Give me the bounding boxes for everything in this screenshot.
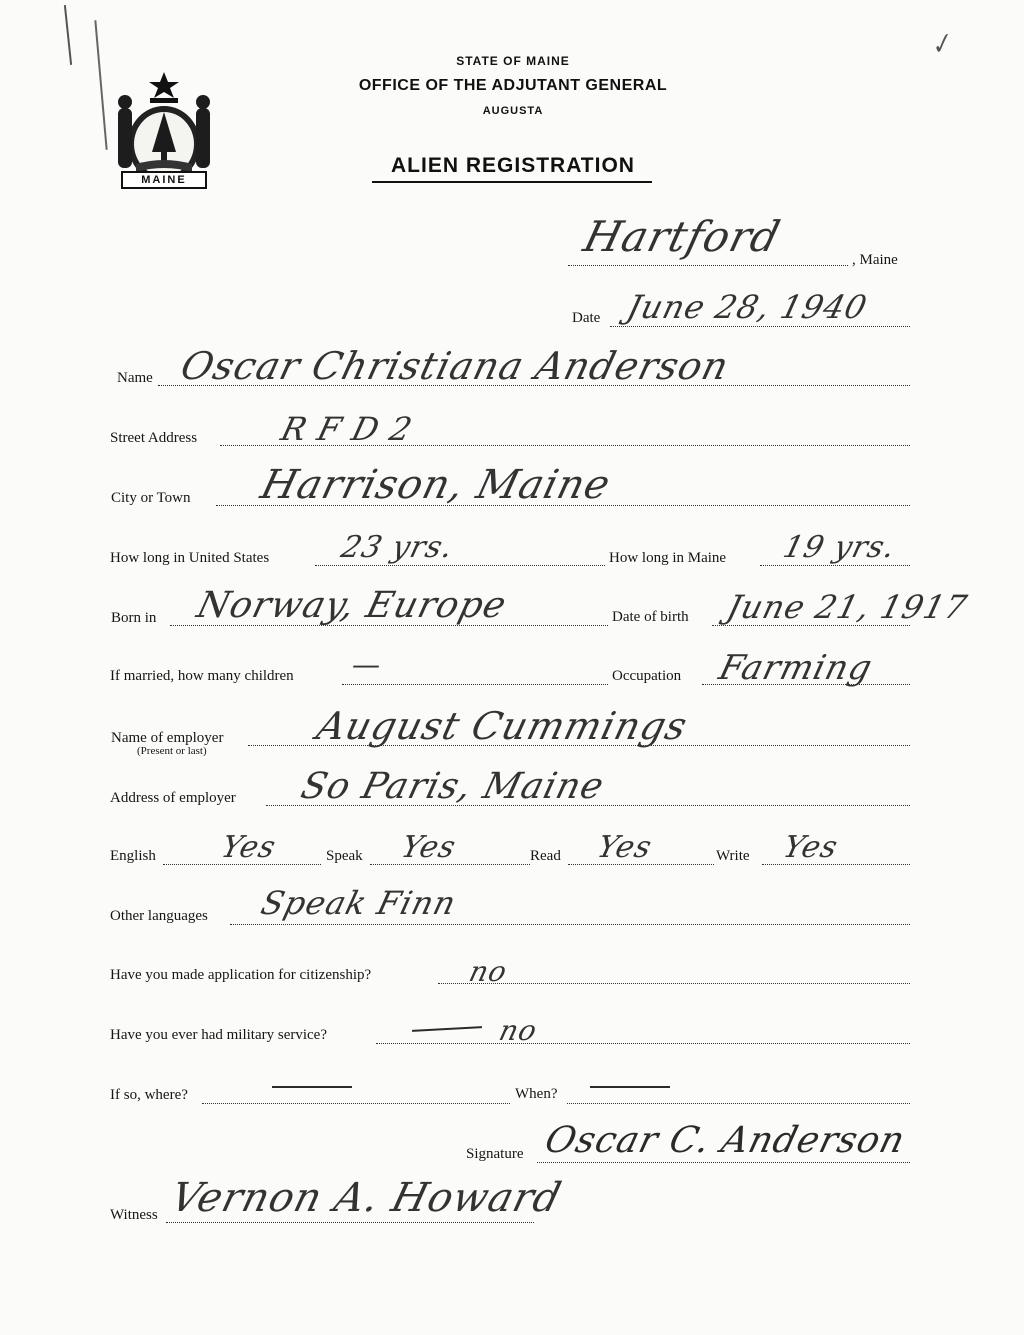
- signature-line: [537, 1162, 910, 1163]
- military-label: Have you ever had military service?: [110, 1027, 327, 1043]
- employer-sublabel: (Present or last): [137, 745, 207, 757]
- other-languages-line: [230, 924, 910, 925]
- citizenship-line: [438, 983, 910, 984]
- employer-value: August Cummings: [312, 704, 693, 748]
- name-label: Name: [117, 370, 153, 386]
- write-value: Yes: [779, 830, 842, 865]
- born-in-value: Norway, Europe: [192, 585, 511, 626]
- military-dash: [412, 1026, 482, 1032]
- how-long-us-line: [315, 565, 605, 566]
- header-state: STATE OF MAINE: [456, 54, 570, 68]
- town-value: Hartford: [578, 212, 786, 261]
- when-label: When?: [515, 1086, 558, 1102]
- how-long-us-label: How long in United States: [110, 550, 270, 566]
- state-seal-icon: [112, 68, 216, 192]
- where-line: [202, 1103, 510, 1104]
- english-value: Yes: [217, 830, 280, 865]
- witness-line: [166, 1222, 534, 1223]
- read-label: Read: [530, 848, 561, 864]
- town-line: [568, 265, 848, 266]
- english-label: English: [110, 848, 156, 864]
- witness-label: Witness: [110, 1207, 158, 1223]
- read-value: Yes: [593, 830, 656, 865]
- seal-banner-text: MAINE: [141, 174, 187, 186]
- occupation-value: Farming: [715, 648, 877, 688]
- check-mark-icon: ✓: [925, 27, 958, 63]
- children-label: If married, how many children: [110, 668, 294, 684]
- other-languages-value: Speak Finn: [257, 884, 461, 922]
- speak-value: Yes: [397, 830, 460, 865]
- form-title: ALIEN REGISTRATION: [391, 154, 635, 177]
- date-value: June 28, 1940: [623, 288, 872, 326]
- city-value: Harrison, Maine: [256, 462, 616, 508]
- date-label: Date: [572, 310, 601, 326]
- dob-value: June 21, 1917: [723, 588, 972, 626]
- name-value: Oscar Christiana Anderson: [176, 344, 734, 388]
- date-line: [610, 326, 910, 327]
- signature-value: Oscar C. Anderson: [540, 1120, 910, 1161]
- street-label: Street Address: [110, 430, 198, 446]
- military-value: no: [495, 1014, 542, 1047]
- how-long-us-value: 23 yrs.: [337, 530, 458, 565]
- margin-mark: [94, 20, 107, 150]
- employer-label: Name of employer: [111, 730, 224, 746]
- street-value: R F D 2: [277, 410, 417, 448]
- how-long-maine-label: How long in Maine: [609, 550, 727, 566]
- born-in-label: Born in: [111, 610, 157, 626]
- margin-mark: [64, 5, 72, 65]
- citizenship-value: no: [465, 955, 512, 988]
- when-dash: [590, 1086, 670, 1088]
- town-suffix: , Maine: [852, 252, 898, 268]
- military-line: [376, 1043, 910, 1044]
- employer-address-label: Address of employer: [110, 790, 236, 806]
- write-label: Write: [716, 848, 750, 864]
- witness-value: Vernon A. Howard: [166, 1175, 567, 1221]
- where-dash: [272, 1086, 352, 1088]
- employer-address-value: So Paris, Maine: [296, 766, 609, 807]
- citizenship-label: Have you made application for citizenship?: [110, 967, 372, 983]
- header-office: OFFICE OF THE ADJUTANT GENERAL: [358, 77, 668, 94]
- how-long-maine-line: [760, 565, 910, 566]
- city-label: City or Town: [111, 490, 191, 506]
- occupation-label: Occupation: [612, 668, 682, 684]
- signature-label: Signature: [466, 1146, 524, 1162]
- title-underline: [372, 181, 652, 183]
- how-long-maine-value: 19 yrs.: [779, 530, 900, 565]
- children-value: —: [352, 648, 380, 681]
- where-label: If so, where?: [110, 1087, 188, 1103]
- header-city: AUGUSTA: [482, 105, 544, 117]
- other-languages-label: Other languages: [110, 908, 208, 924]
- children-line: [342, 684, 608, 685]
- when-line: [567, 1103, 910, 1104]
- dob-label: Date of birth: [612, 609, 689, 625]
- speak-label: Speak: [326, 848, 363, 864]
